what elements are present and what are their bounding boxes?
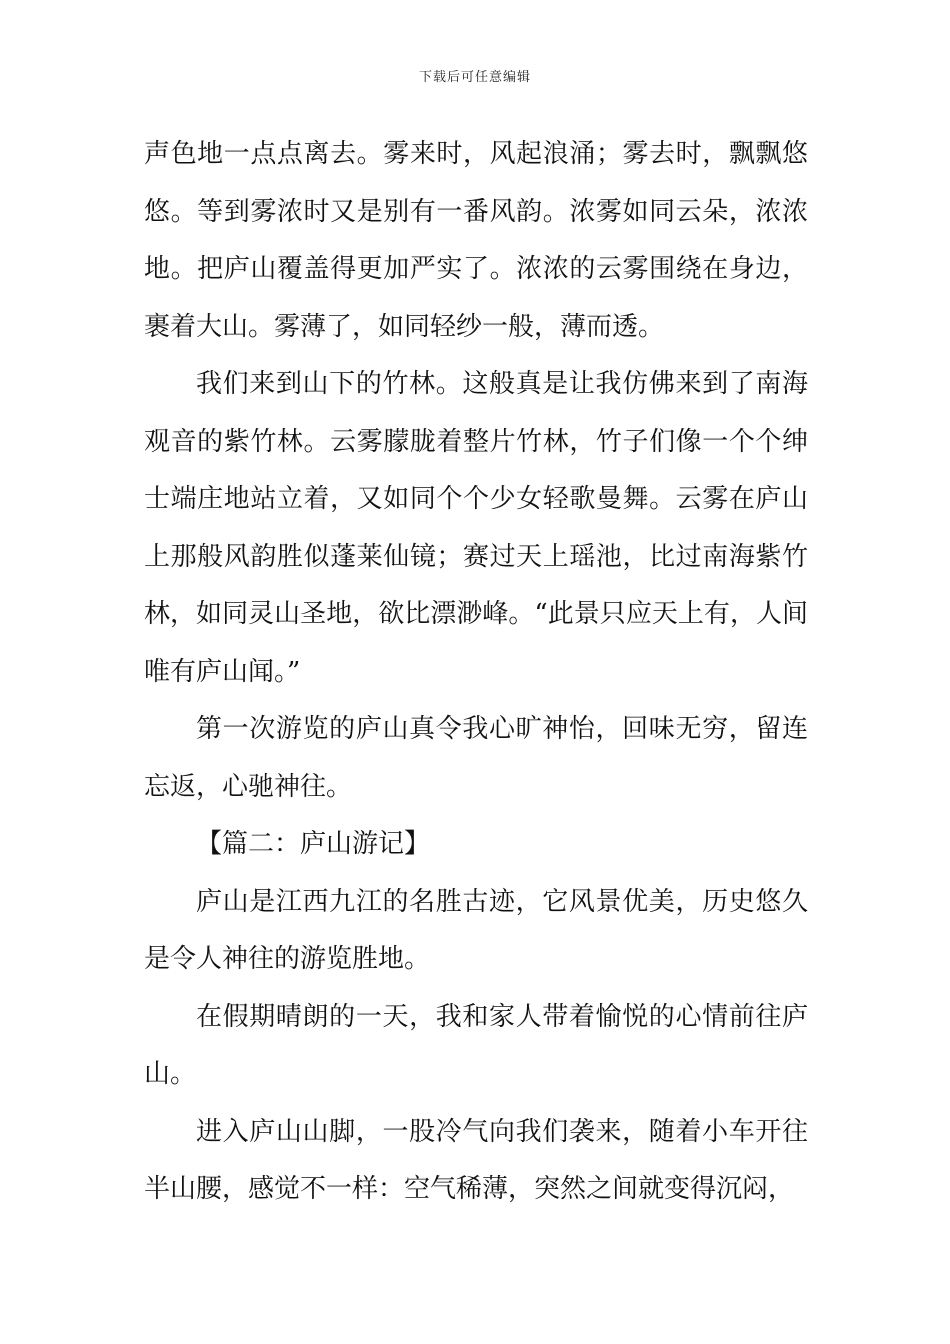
paragraph-2: 我们来到山下的竹林。这般真是让我仿佛来到了南海观音的紫竹林。云雾朦胧着整片竹林，竹子们像一个个绅士端庄地站立着，又如同个个少女轻歌曼舞。云雾在庐山上那般风韵胜似蓬莱仙镜；赛过天上瑶池，比过南海紫竹林，如同灵山圣地，欲比漂渺峰。“此景只应天上有，人间唯有庐山闻。” — [144, 369, 808, 687]
section-heading: 【篇二：庐山游记】 — [196, 829, 431, 859]
page-header: 下载后可任意编辑 — [418, 70, 531, 85]
paragraph-4: 庐山是江西九江的名胜古迹，它风景优美，历史悠久是令人神往的游览胜地。 — [144, 886, 808, 974]
paragraph-5: 在假期晴朗的一天，我和家人带着愉悦的心情前往庐山。 — [144, 1001, 808, 1089]
paragraph-1: 声色地一点点离去。雾来时，风起浪涌；雾去时，飘飘悠悠。等到雾浓时又是别有一番风韵。浓雾如同云朵，浓浓地。把庐山覆盖得更加严实了。浓浓的云雾围绕在身边，裹着大山。雾薄了，如同轻纱一般，薄而透。 — [144, 139, 808, 342]
paragraph-3: 第一次游览的庐山真令我心旷神怡，回味无穷，留连忘返，心驰神往。 — [144, 714, 808, 802]
paragraph-6: 进入庐山山脚，一股冷气向我们袭来，随着小车开往半山腰，感觉不一样：空气稀薄，突然之间就变得沉闷， — [144, 1116, 808, 1204]
document-body — [144, 126, 808, 1219]
